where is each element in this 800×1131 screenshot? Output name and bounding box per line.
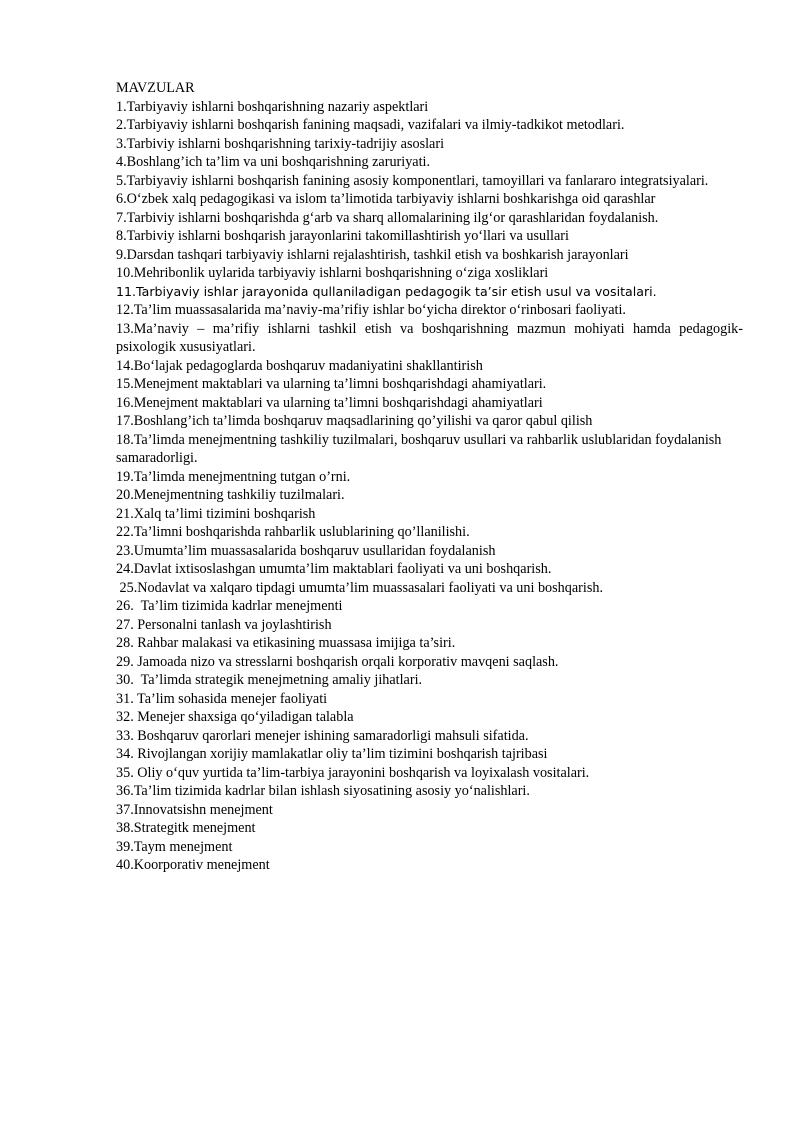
topic-item-21: 21.Xalq ta’limi tizimini boshqarish <box>116 505 316 522</box>
topic-item-19: 19.Ta’limda menejmentning tutgan o’rni. <box>116 468 351 485</box>
topic-item-1: 1.Tarbiyaviy ishlarni boshqarishning nazariy aspektlari <box>116 98 429 115</box>
topic-item-18: 18.Ta’limda menejmentning tashkiliy tuzilmalari, boshqaruv usullari va rahbarlik uslublaridan foydalanish samaradorligi. <box>116 431 722 466</box>
topic-item-2: 2.Tarbiyaviy ishlarni boshqarish fanining maqsadi, vazifalari va ilmiy-tadkikot metodlari. <box>116 117 625 133</box>
topic-item-26: 26. Ta’lim tizimida kadrlar menejmenti <box>116 598 343 614</box>
topic-item-11: 11.Tarbiyaviy ishlar jarayonida qullaniladigan pedagogik ta’sir etish usul va vositalari. <box>116 283 657 299</box>
topic-item-22: 22.Ta’limni boshqarishda rahbarlik uslublarining qo’llanilishi. <box>116 524 470 540</box>
topic-item-14: 14.Bo‘lajak pedagoglarda boshqaruv madaniyatini shakllantirish <box>116 357 483 374</box>
topic-item-30: 30. Ta’limda strategik menejmetning amaliy jihatlari. <box>116 672 423 688</box>
topic-item-37: 37.Innovatsishn menejment <box>116 801 273 818</box>
topic-item-39: 39.Taym menejment <box>116 838 233 855</box>
topic-item-33: 33. Boshqaruv qarorlari menejer ishining samaradorligi mahsuli sifatida. <box>116 727 529 744</box>
topic-item-9: 9.Darsdan tashqari tarbiyaviy ishlarni rejalashtirish, tashkil etish va boshkarish jarayonlari <box>116 246 629 263</box>
topic-list <box>116 98 743 875</box>
topic-item-25: 25.Nodavlat va xalqaro tipdagi umumta’lim muassasalari faoliyati va uni boshqarish. <box>116 579 603 596</box>
topic-item-24: 24.Davlat ixtisoslashgan umumta’lim maktablari faoliyati va uni boshqarish. <box>116 561 552 577</box>
topic-item-32: 32. Menejer shaxsiga qo‘yiladigan talabla <box>116 709 354 725</box>
document-title: MAVZULAR <box>116 80 195 96</box>
topic-item-16: 16.Menejment maktablari va ularning ta’limni boshqarishdagi ahamiyatlari <box>116 394 543 411</box>
topic-item-40: 40.Koorporativ menejment <box>116 857 270 873</box>
topic-item-8: 8.Tarbiviy ishlarni boshqarish jarayonlarini takomillashtirish yo‘llari va usullari <box>116 228 569 244</box>
topic-item-3: 3.Tarbiviy ishlarni boshqarishning tarixiy-tadrijiy asoslari <box>116 135 445 152</box>
topic-item-29: 29. Jamoada nizo va stresslarni boshqarish orqali korporativ mavqeni saqlash. <box>116 653 559 670</box>
topic-item-7: 7.Tarbiviy ishlarni boshqarishda g‘arb va sharq allomalarining ilg‘or qarashlaridan foydalanish. <box>116 209 659 226</box>
topic-item-17: 17.Boshlang’ich ta’limda boshqaruv maqsadlarining qo’yilishi va qaror qabul qilish <box>116 413 593 429</box>
topic-item-12: 12.Ta’lim muassasalarida ma’naviy-ma’rifiy ishlar bo‘yicha direktor o‘rinbosari faoliyati. <box>116 302 626 318</box>
topic-item-35: 35. Oliy o‘quv yurtida ta’lim-tarbiya jarayonini boshqarish va loyixalash vositalari. <box>116 764 590 781</box>
topic-item-20: 20.Menejmentning tashkiliy tuzilmalari. <box>116 487 345 503</box>
topic-item-27: 27. Personalni tanlash va joylashtirish <box>116 616 332 633</box>
document-page <box>116 79 743 875</box>
topic-item-23: 23.Umumta’lim muassasalarida boshqaruv usullaridan foydalanish <box>116 542 496 559</box>
topic-item-13: 13.Ma’naviy – ma’rifiy ishlarni tashkil etish va boshqarishning mazmun mohiyati hamda pedagogik-psixologik xususiyatlari. <box>116 320 743 355</box>
topic-item-31: 31. Ta’lim sohasida menejer faoliyati <box>116 690 328 707</box>
topic-item-5: 5.Tarbiyaviy ishlarni boshqarish fanining asosiy komponentlari, tamoyillari va fanlararo integratsiyalari. <box>116 172 709 189</box>
topic-item-34: 34. Rivojlangan xorijiy mamlakatlar oliy ta’lim tizimini boshqarish tajribasi <box>116 746 548 762</box>
topic-item-36: 36.Ta’lim tizimida kadrlar bilan ishlash siyosatining asosiy yo‘nalishlari. <box>116 783 530 799</box>
topic-item-6: 6.O‘zbek xalq pedagogikasi va islom ta’limotida tarbiyaviy ishlarni boshkarishga oid qarashlar <box>116 191 656 207</box>
topic-item-4: 4.Boshlang’ich ta’lim va uni boshqarishning zaruriyati. <box>116 154 431 170</box>
topic-item-38: 38.Strategitk menejment <box>116 820 256 836</box>
topic-item-10: 10.Mehribonlik uylarida tarbiyaviy ishlarni boshqarishning o‘ziga xosliklari <box>116 265 549 281</box>
topic-item-15: 15.Menejment maktablari va ularning ta’limni boshqarishdagi ahamiyatlari. <box>116 376 547 392</box>
topic-item-28: 28. Rahbar malakasi va etikasining muassasa imijiga ta’siri. <box>116 635 456 651</box>
